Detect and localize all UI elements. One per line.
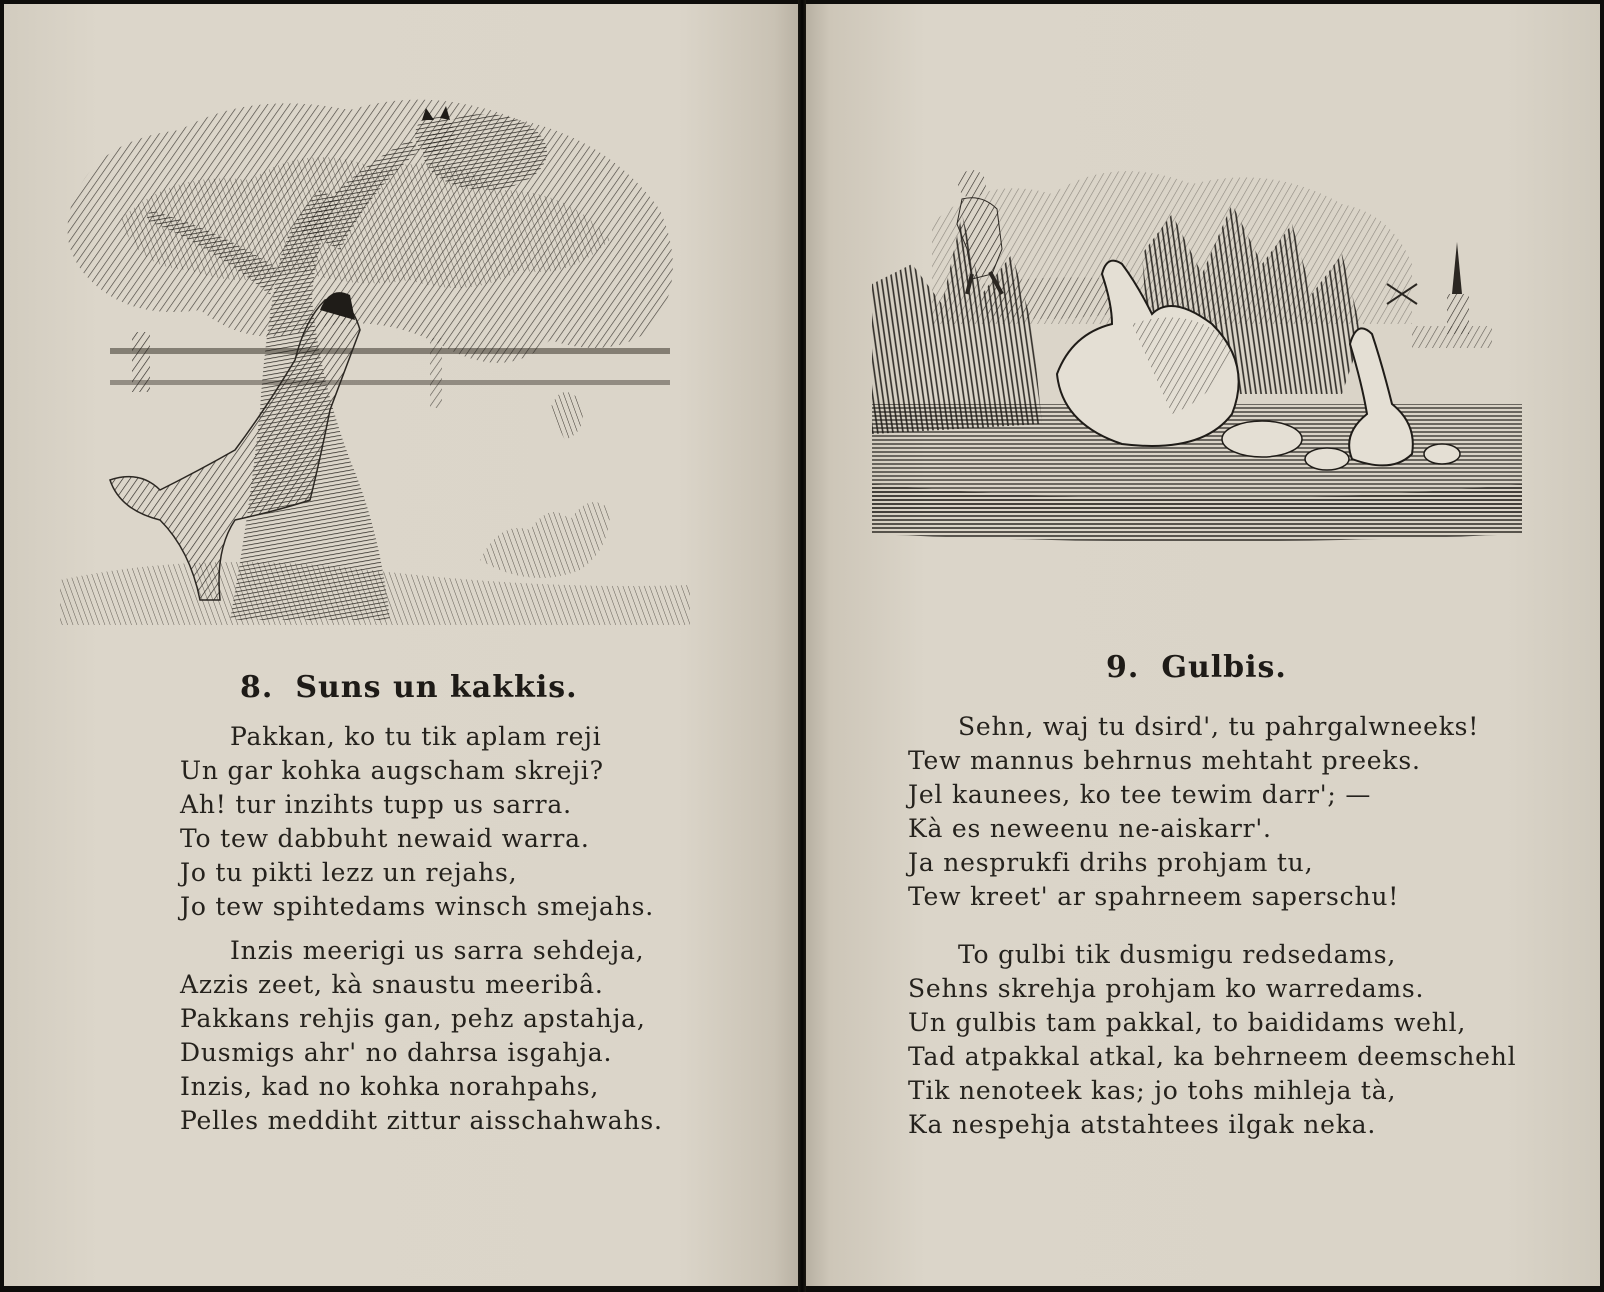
stanza <box>180 934 663 1138</box>
verse-line: Ah! tur inzihts tupp us sarra. <box>180 790 572 819</box>
verse-line: Dusmigs ahr' no dahrsa isgahja. <box>180 1038 613 1067</box>
verse-line: Tew kreet' ar spahrneem saperschu! <box>908 882 1400 911</box>
verse-line: To gulbi tik dusmigu redsedams, <box>958 940 1397 969</box>
verse-line: Un gulbis tam pakkal, to baididams wehl, <box>908 1008 1467 1037</box>
verse-line: Pakkans rehjis gan, pehz apstahja, <box>180 1004 646 1033</box>
verse-line: Azzis zeet, kà snaustu meeribâ. <box>180 970 604 999</box>
poem-title-text: Gulbis. <box>1161 650 1287 685</box>
verse-line: Sehns skrehja prohjam ko warredams. <box>908 974 1425 1003</box>
verse-line: Inzis, kad no kohka norahpahs, <box>180 1072 600 1101</box>
verse-line: Tad atpakkal atkal, ka behrneem deemschehl <box>908 1042 1517 1071</box>
verse-line: Tew mannus behrnus mehtaht preeks. <box>908 746 1421 775</box>
verse-line: Pelles meddiht zittur aisschahwahs. <box>180 1106 663 1135</box>
verse-line: Tik nenoteek kas; jo tohs mihleja tà, <box>908 1076 1397 1105</box>
poem-number: 9. <box>1106 650 1140 685</box>
verse-line: Un gar kohka augscham skreji? <box>180 756 604 785</box>
stanza <box>908 938 1516 1142</box>
verse-line: Jo tu pikti lezz un rejahs, <box>180 858 518 887</box>
verse-line: To tew dabbuht newaid warra. <box>180 824 590 853</box>
left-page <box>4 4 798 1286</box>
verse-line: Ja nesprukfi drihs prohjam tu, <box>908 848 1314 877</box>
verse-line: Jel kaunees, ko tee tewim darr'; — <box>908 780 1372 809</box>
book-gutter <box>798 0 806 1292</box>
stanza <box>908 710 1479 914</box>
poem-title <box>1106 650 1287 685</box>
swan-illustration <box>872 154 1522 544</box>
dog-and-cat-illustration <box>50 80 700 640</box>
verse-line: Kà es neweenu ne-aiskarr'. <box>908 814 1272 843</box>
verse-line: Inzis meerigi us sarra sehdeja, <box>230 936 645 965</box>
verse-line: Jo tew spihtedams winsch smejahs. <box>180 892 655 921</box>
stanza <box>180 720 654 924</box>
poem-title <box>240 670 578 705</box>
verse-line: Sehn, waj tu dsird', tu pahrgalwneeks! <box>958 712 1480 741</box>
right-page <box>806 4 1600 1286</box>
poem-title-text: Suns un kakkis. <box>295 670 578 705</box>
verse-line: Ka nespehja atstahtees ilgak neka. <box>908 1110 1377 1139</box>
poem-number: 8. <box>240 670 274 705</box>
verse-line: Pakkan, ko tu tik aplam reji <box>230 722 602 751</box>
